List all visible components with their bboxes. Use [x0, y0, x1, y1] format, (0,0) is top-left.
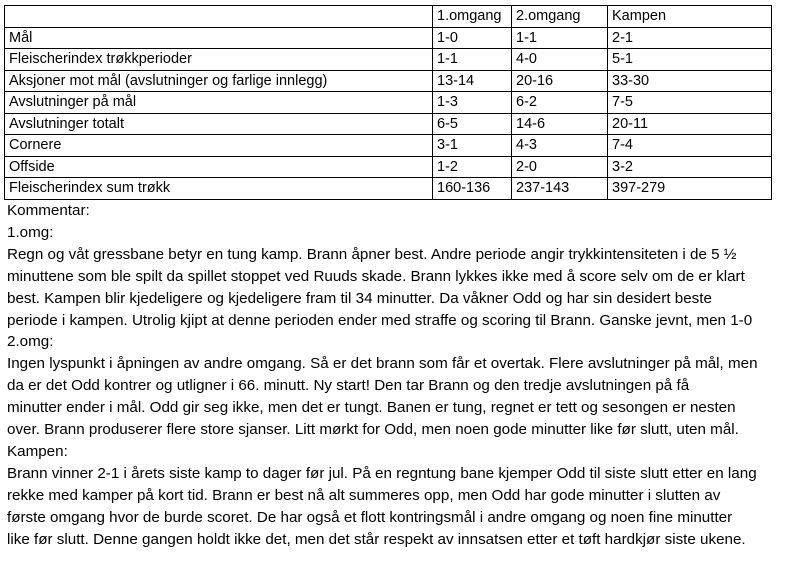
- comment-line: over. Brann produserer flere store sjanser. Litt mørkt for Odd, men noen gode minutter like før slutt, uten mål.: [7, 421, 739, 439]
- match-value: 397-279: [608, 178, 772, 200]
- second-half-value: 1-1: [512, 27, 608, 49]
- table-row: [5, 49, 772, 71]
- table-row: [5, 135, 772, 157]
- second-half-value: 14-6: [512, 113, 608, 135]
- header-cell-match: Kampen: [608, 6, 772, 28]
- table-header-row: [5, 6, 772, 28]
- second-half-value: 20-16: [512, 70, 608, 92]
- comment-line: Brann vinner 2-1 i årets siste kamp to dager før jul. På en regntung bane kjemper Odd til siste slutt etter en lang: [7, 464, 757, 482]
- header-cell-empty: [5, 6, 433, 28]
- table-row: [5, 178, 772, 200]
- header-cell-second-half: 2.omgang: [512, 6, 608, 28]
- match-heading: Kampen:: [7, 442, 68, 460]
- first-half-value: 13-14: [433, 70, 512, 92]
- header-cell-first-half: 1.omgang: [433, 6, 512, 28]
- comment-line: Ingen lyspunkt i åpningen av andre omgang. Så er det brann som får et overtak. Flere avslutninger på mål, men: [7, 355, 758, 373]
- second-half-heading: 2.omg:: [7, 333, 54, 351]
- comments-heading: Kommentar:: [7, 202, 90, 219]
- first-half-value: 1-1: [433, 49, 512, 71]
- row-label: Fleischerindex trøkkperioder: [5, 49, 433, 71]
- comment-line: Regn og våt gressbane betyr en tung kamp. Brann åpner best. Andre periode angir trykkintensiteten i de 5 ½: [7, 245, 737, 263]
- match-value: 2-1: [608, 27, 772, 49]
- second-half-value: 4-0: [512, 49, 608, 71]
- first-half-heading: 1.omg:: [7, 223, 54, 241]
- match-value: 5-1: [608, 49, 772, 71]
- row-label: Fleischerindex sum trøkk: [5, 178, 433, 200]
- comment-line: minutter ender i mål. Odd gir seg ikke, men det er tungt. Banen er tung, regnet er tett og sesongen er nesten: [7, 399, 736, 417]
- second-half-value: 2-0: [512, 156, 608, 178]
- match-value: 20-11: [608, 113, 772, 135]
- first-half-value: 160-136: [433, 178, 512, 200]
- first-half-value: 6-5: [433, 113, 512, 135]
- comments-section: [7, 200, 791, 551]
- match-value: 33-30: [608, 70, 772, 92]
- first-half-value: 1-3: [433, 92, 512, 114]
- table-row: [5, 113, 772, 135]
- comment-line: minuttene som ble spilt da spillet stoppet ved Ruuds skade. Brann lykkes ikke med å score selv om de er klart: [7, 267, 745, 285]
- second-half-value: 4-3: [512, 135, 608, 157]
- comment-line: rekke med kamper på kort tid. Brann er best nå alt summeres opp, men Odd har gode minutter i slutten av: [7, 486, 721, 504]
- match-stats-table: [4, 5, 772, 200]
- comment-line: periode i kampen. Utrolig kjipt at denne perioden ender med straffe og scoring til Brann. Ganske jevnt, men 1-0: [7, 311, 753, 329]
- table-row: [5, 92, 772, 114]
- table-row: [5, 156, 772, 178]
- second-half-value: 6-2: [512, 92, 608, 114]
- row-label: Avslutninger totalt: [5, 113, 433, 135]
- first-half-value: 1-2: [433, 156, 512, 178]
- row-label: Aksjoner mot mål (avslutninger og farlige innlegg): [5, 70, 433, 92]
- comment-line: best. Kampen blir kjedeligere og kjedeligere fram til 34 minutter. Da våkner Odd og har sin desidert beste: [7, 289, 712, 307]
- first-half-value: 3-1: [433, 135, 512, 157]
- comment-line: da er det Odd kontrer og utligner i 66. minutt. Ny start! Den tar Brann og den tredje avslutningen på få: [7, 377, 690, 395]
- table-row: [5, 27, 772, 49]
- row-label: Avslutninger på mål: [5, 92, 433, 114]
- match-value: 3-2: [608, 156, 772, 178]
- row-label: Cornere: [5, 135, 433, 157]
- row-label: Offside: [5, 156, 433, 178]
- comment-line: første omgang hvor de burde scoret. De har også et flott kontringsmål i andre omgang og noen fine minutter: [7, 508, 733, 526]
- first-half-value: 1-0: [433, 27, 512, 49]
- match-value: 7-4: [608, 135, 772, 157]
- second-half-value: 237-143: [512, 178, 608, 200]
- comment-line: like før slutt. Denne gangen holdt ikke det, men det står respekt av innsatsen etter et tøft hardkjør siste ukene.: [7, 530, 746, 548]
- row-label: Mål: [5, 27, 433, 49]
- match-value: 7-5: [608, 92, 772, 114]
- table-row: [5, 70, 772, 92]
